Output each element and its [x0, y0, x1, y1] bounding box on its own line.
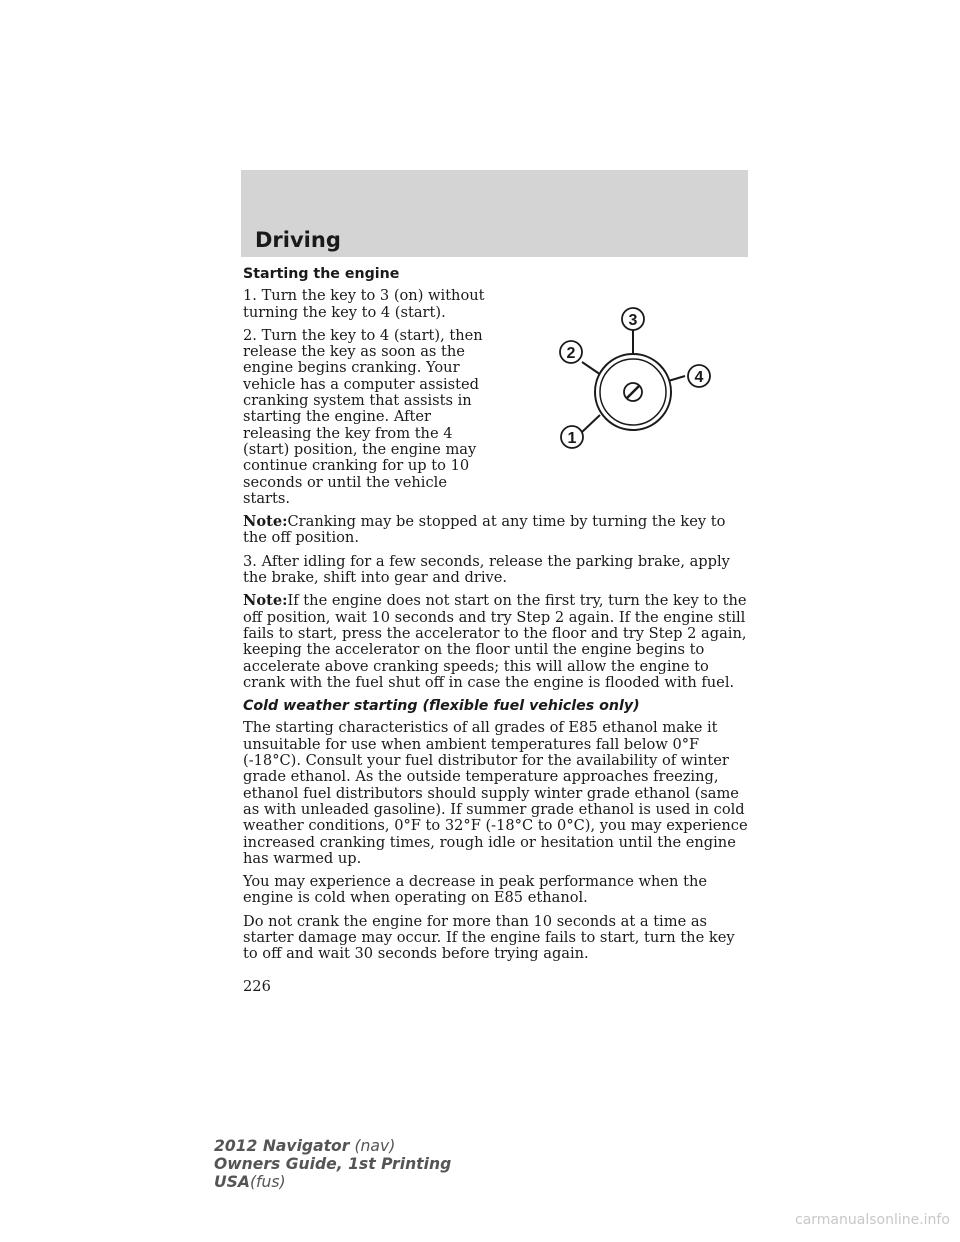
page-number: 226 — [243, 978, 271, 995]
section-title-cold-weather: Cold weather starting (flexible fuel vehicles only) — [243, 698, 640, 715]
note-1-label: Note: — [243, 513, 288, 531]
step-2-paragraph: 2. Turn the key to 4 (start), then release the key as soon as the engine begins cranking. Your vehicle has a computer assisted cranking system that assists in starting the engine. After releasing the key from the 4 (start) position, the engine may continue cranking for up to 10 seconds or until the vehicle starts. — [243, 326, 483, 507]
footer-market-code: (fus) — [249, 1173, 286, 1191]
position-1-label: 1 — [567, 430, 577, 447]
print-footer — [214, 1137, 451, 1191]
cold-weather-paragraph-3: Do not crank the engine for more than 10 seconds at a time as starter damage may occur. If the engine fails to start, turn the key to off and wait 30 seconds before trying again. — [243, 912, 735, 963]
note-1-text: Cranking may be stopped at any time by turning the key to the off position. — [243, 513, 726, 547]
step-1-paragraph: 1. Turn the key to 3 (on) without turning the key to 4 (start). — [243, 287, 485, 321]
section-header-title: Driving — [255, 228, 341, 252]
cold-weather-paragraph-1: The starting characteristics of all grades of E85 ethanol make it unsuitable for use when ambient temperatures fall below 0°F (-18°C). Consult your fuel distributor for the availability of winter grade ethanol. As the outside temperature approaches freezing, ethanol fuel distributors should supply winter grade ethanol (same as with unleaded gasoline). If summer grade ethanol is used in cold weather conditions, 0°F to 32°F (-18°C to 0°C), you may experience increased cranking times, rough idle or hesitation until the engine has warmed up. — [243, 719, 748, 867]
page-content — [243, 266, 753, 970]
footer-line-1 — [214, 1137, 451, 1155]
position-2-label: 2 — [566, 345, 576, 362]
note-2-label: Note: — [243, 592, 288, 610]
footer-market: USA — [214, 1173, 250, 1191]
site-watermark: carmanualsonline.info — [795, 1212, 950, 1228]
step-3-paragraph: 3. After idling for a few seconds, release the parking brake, apply the brake, shift into gear and drive. — [243, 552, 730, 587]
note-2-paragraph — [243, 593, 753, 691]
footer-model-code: (nav) — [354, 1137, 396, 1155]
position-4-label: 4 — [694, 369, 704, 386]
note-2-text: If the engine does not start on the first try, turn the key to the off position, wait 10 seconds and try Step 2 again. If the engine still fails to start, press the accelerator to the floor and try Step 2 again, keeping the accelerator on the floor until the engine begins to accelerate above cranking speeds; this will allow the engine to crank with the fuel shut off in case the engine is flooded with fuel. — [243, 592, 747, 691]
position-3-label: 3 — [628, 312, 638, 329]
footer-line-2: Owners Guide, 1st Printing — [214, 1155, 452, 1173]
note-1-paragraph — [243, 514, 753, 547]
footer-model: 2012 Navigator — [214, 1137, 350, 1155]
footer-line-3 — [214, 1173, 451, 1191]
section-title-starting-engine: Starting the engine — [243, 266, 400, 282]
cold-weather-paragraph-2: You may experience a decrease in peak performance when the engine is cold when operating on E85 ethanol. — [243, 873, 707, 907]
